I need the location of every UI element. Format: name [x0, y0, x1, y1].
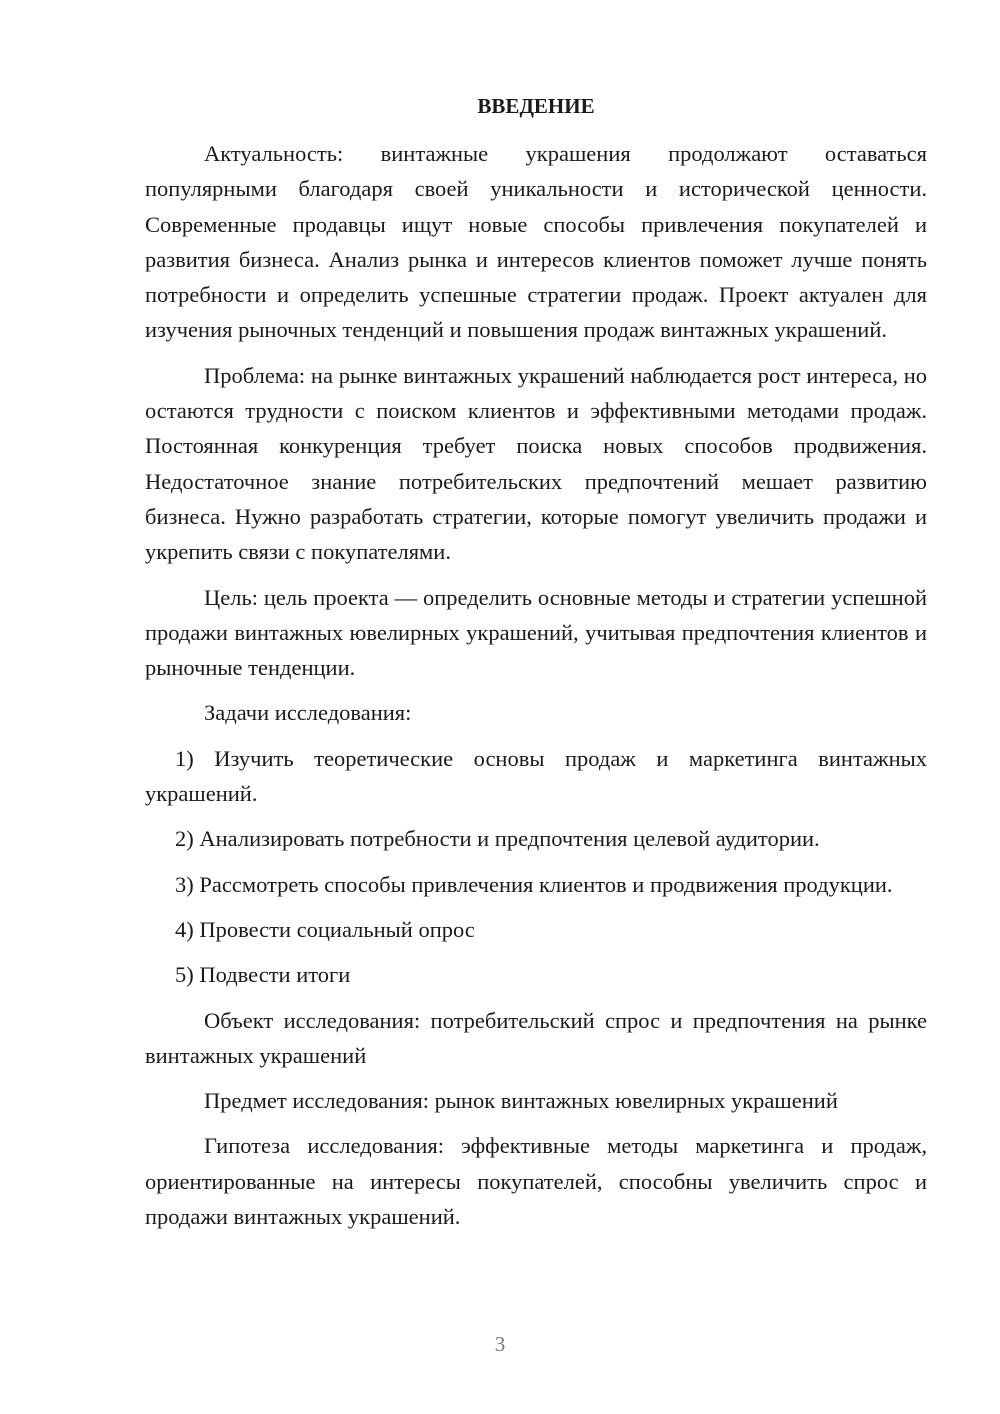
problem-paragraph: Проблема: на рынке винтажных украшений наблюдается рост интереса, но остаются трудности с поиском клиентов и эффективными методами продаж. Постоянная конкуренция требует поиска новых способов продвижения. Недостаточное знание потребительских предпочтений мешает развитию бизнеса. Нужно разработать стратегии, которые помогут увеличить продажи и укрепить связи с покупателями.: [145, 362, 927, 565]
relevance-paragraph: Актуальность: винтажные украшения продолжают оставаться популярными благодаря своей уникальности и исторической ценности. Современные продавцы ищут новые способы привлечения покупателей и развития бизнеса. Анализ рынка и интересов клиентов поможет лучше понять потребности и определить успешные стратегии продаж. Проект актуален для изучения рыночных тенденций и повышения продаж винтажных украшений.: [145, 141, 927, 343]
hypothesis-paragraph: Гипотеза исследования: эффективные методы маркетинга и продаж, ориентированные на интересы покупателей, способны увеличить спрос и продажи винтажных украшений.: [145, 1133, 927, 1230]
task-item: 5) Подвести итоги: [175, 962, 351, 988]
section-title: ВВЕДЕНИЕ: [477, 94, 595, 118]
task-item: 3) Рассмотреть способы привлечения клиентов и продвижения продукции.: [175, 871, 893, 897]
page-number: 3: [494, 1332, 506, 1356]
goal-paragraph: Цель: цель проекта — определить основные методы и стратегии успешной продажи винтажных ювелирных украшений, учитывая предпочтения клиентов и рыночные тенденции.: [145, 584, 927, 681]
tasks-heading: Задачи исследования:: [204, 700, 412, 726]
document-page: [145, 90, 927, 1244]
task-item: 2) Анализировать потребности и предпочтения целевой аудитории.: [175, 826, 820, 852]
task-item: 1) Изучить теоретические основы продаж и маркетинга винтажных украшений.: [145, 745, 927, 807]
research-object-paragraph: Объект исследования: потребительский спрос и предпочтения на рынке винтажных украшений: [145, 1007, 927, 1068]
task-item: 4) Провести социальный опрос: [175, 916, 475, 942]
research-subject-paragraph: Предмет исследования: рынок винтажных ювелирных украшений: [204, 1088, 838, 1114]
